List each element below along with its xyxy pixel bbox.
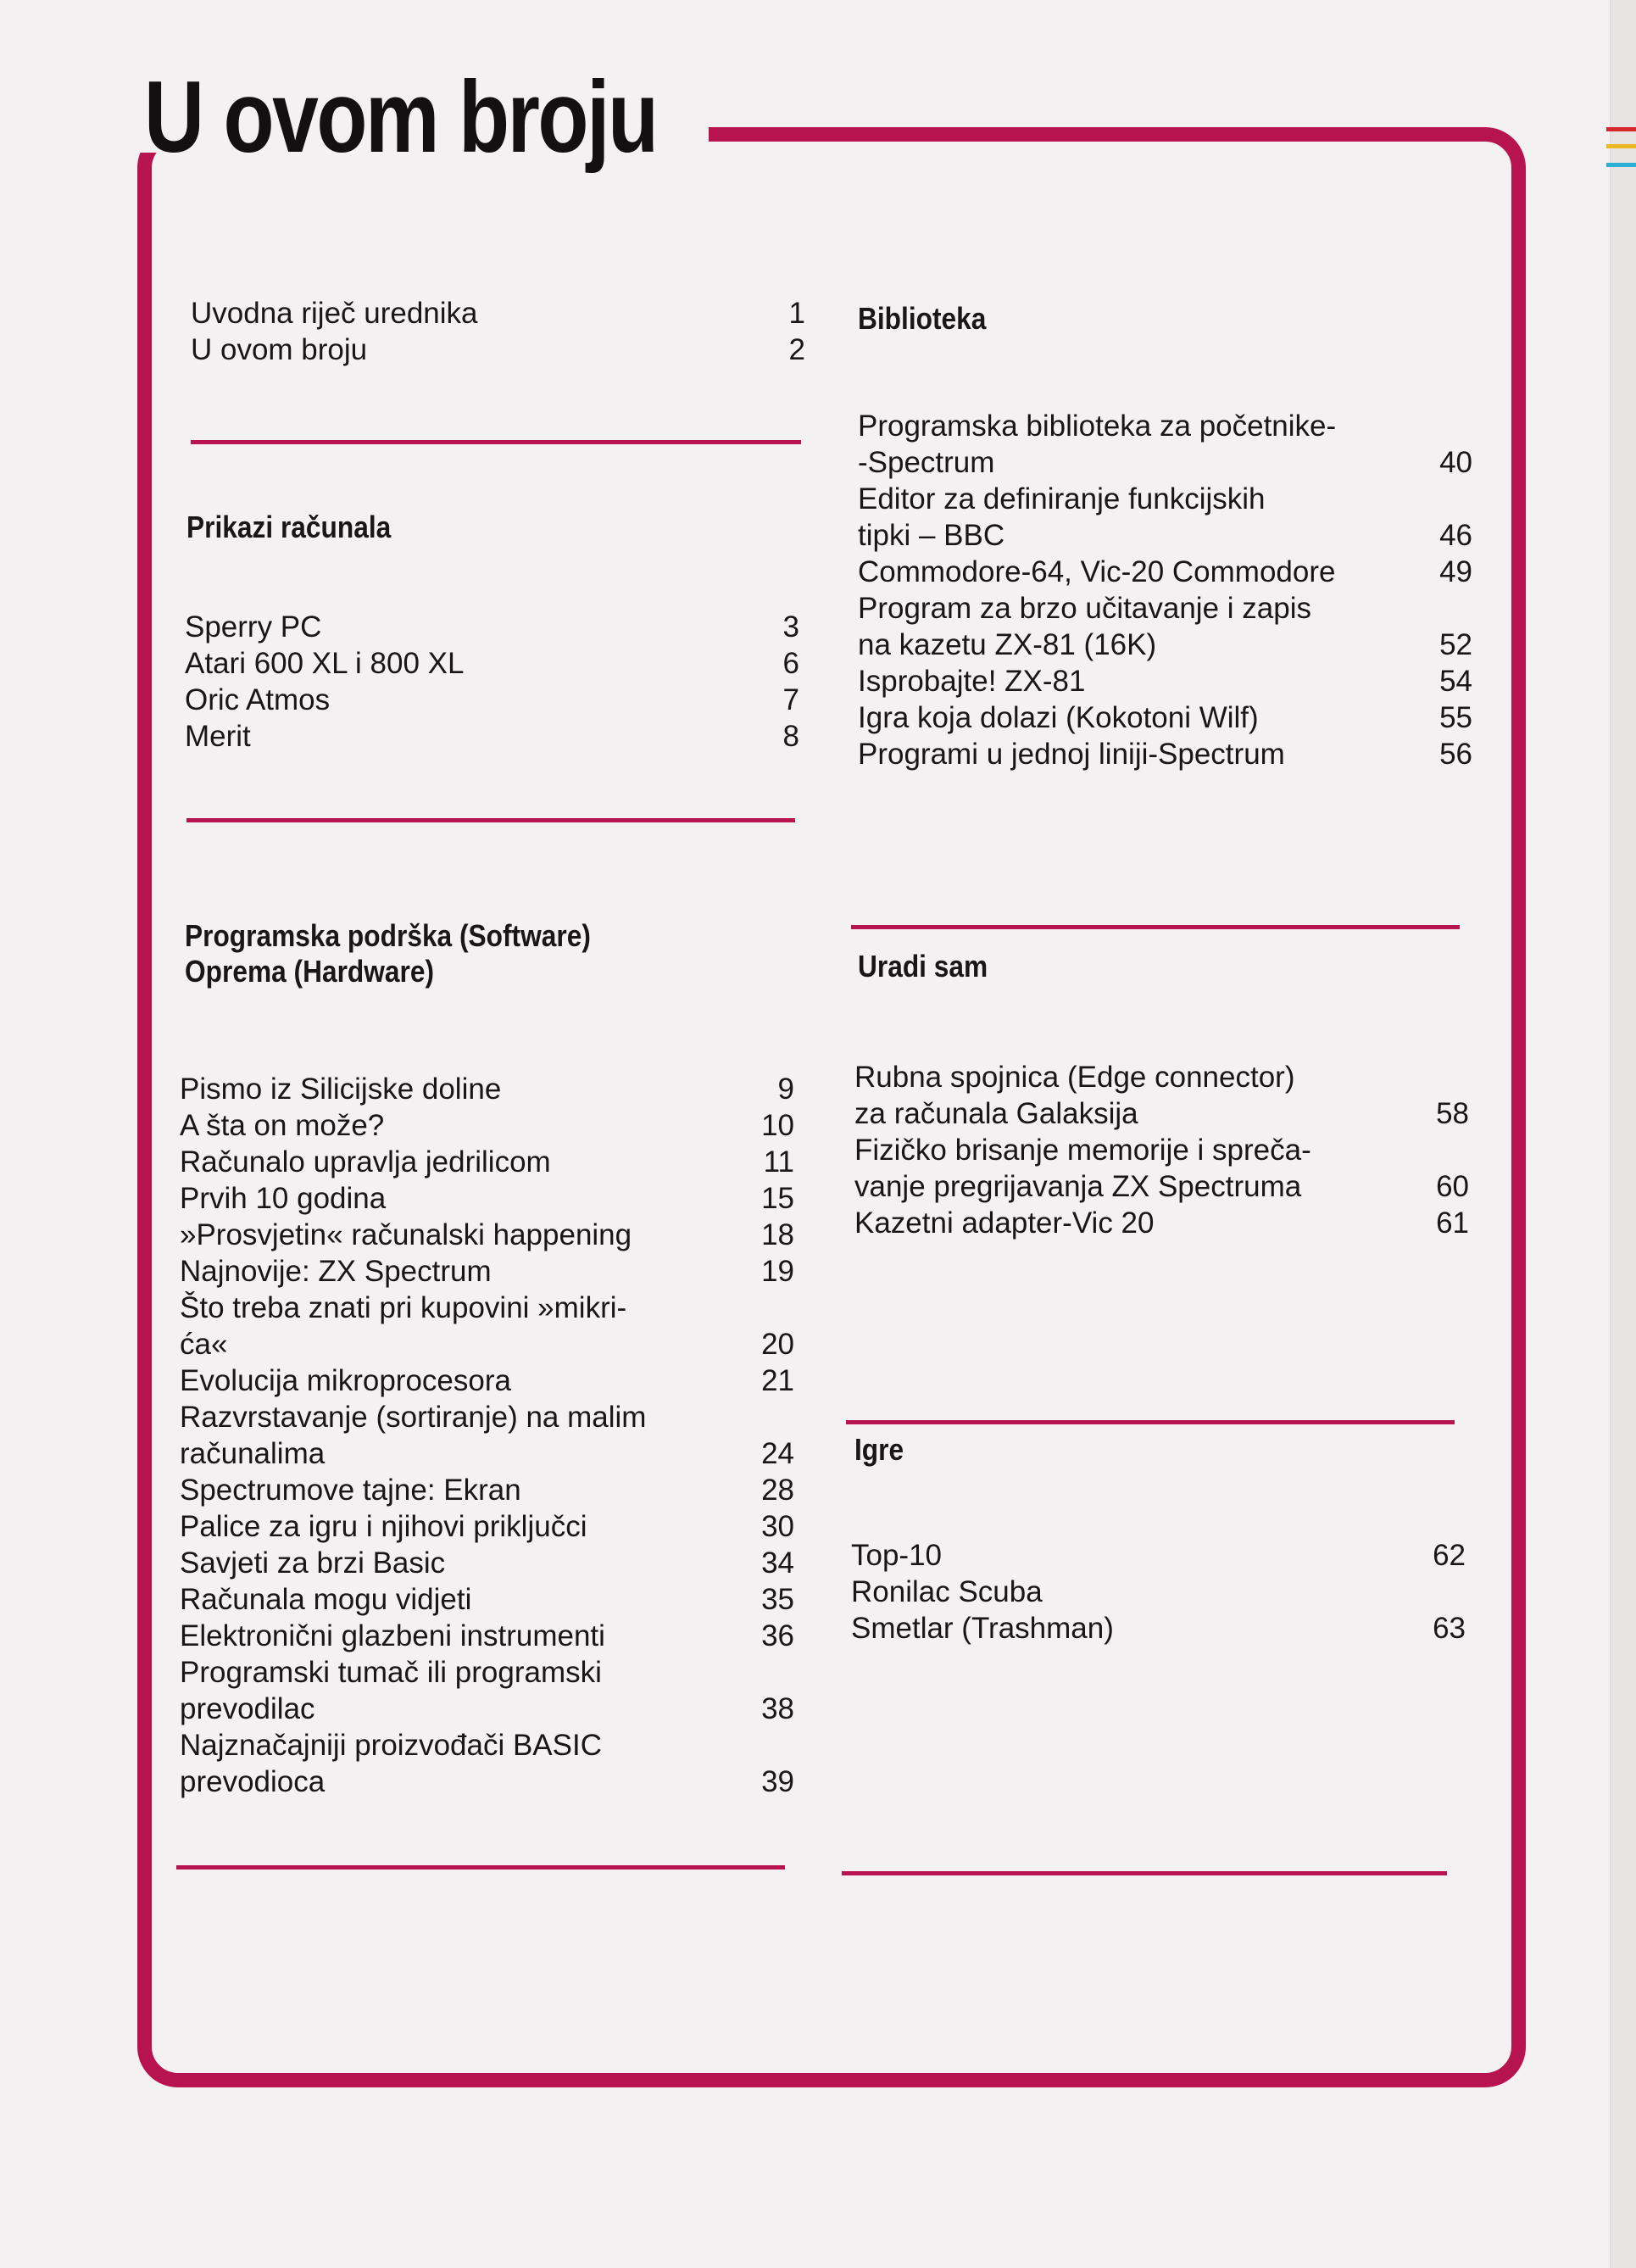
entry-title: na kazetu ZX-81 (16K) [858,628,1157,661]
entry-page: 34 [761,1546,794,1580]
entry-title: Programska biblioteka za početnike- [858,410,1337,443]
entry-title: A šta on može? [180,1109,385,1142]
entry-title: Rubna spojnica (Edge connector) [854,1061,1295,1094]
toc-entry [854,1132,1469,1168]
toc-entry [180,1545,794,1581]
entry-page: 60 [1436,1170,1469,1203]
entry-title: računalima [180,1437,326,1470]
toc-entry [858,699,1472,736]
entry-page: 20 [761,1328,794,1361]
toc-entry [854,1205,1469,1241]
entry-title: Što treba znati pri kupovini »mikri- [180,1291,627,1324]
entry-page: 8 [782,720,799,753]
entry-page: 11 [763,1145,794,1179]
entry-title: Kazetni adapter-Vic 20 [854,1206,1155,1240]
entry-title: Fizičko brisanje memorije i spreča- [854,1134,1311,1167]
entry-title: prevodioca [180,1765,326,1798]
toc-entry [180,1071,794,1107]
toc-entry [180,1654,794,1691]
entry-title: Isprobajte! ZX-81 [858,665,1086,698]
toc-entry [858,663,1472,699]
toc-entry [180,1362,794,1399]
section-divider [846,1420,1455,1424]
entry-title: Najnovije: ZX Spectrum [180,1255,492,1288]
toc-entry [858,590,1472,627]
section-divider [842,1871,1447,1875]
section-heading: Programska podrška (Software) [185,918,591,953]
toc-entry [858,627,1472,663]
entry-title: Program za brzo učitavanje i zapis [858,592,1311,625]
toc-entry [180,1435,794,1472]
entry-page: 24 [761,1437,794,1470]
entry-page: 55 [1439,701,1472,734]
toc-entry [180,1581,794,1618]
entry-page: 28 [761,1474,794,1507]
section-divider [851,925,1460,929]
entry-page: 19 [761,1255,794,1288]
toc-entry [851,1610,1466,1647]
section-heading: Prikazi računala [186,510,392,544]
entry-page: 18 [761,1218,794,1251]
section-heading: Biblioteka [858,301,987,336]
entry-title: -Spectrum [858,446,995,479]
entry-page: 40 [1439,446,1472,479]
entry-title: Palice za igru i njihovi priključci [180,1510,587,1543]
next-page-edge [1610,0,1636,2268]
entry-title: Uvodna riječ urednika [191,297,478,330]
entry-title: »Prosvjetin« računalski happening [180,1218,632,1251]
entry-title: tipki – BBC [858,519,1005,552]
entry-title: Commodore-64, Vic-20 Commodore [858,555,1336,588]
entry-page: 61 [1436,1206,1469,1240]
section-divider [191,440,801,444]
section-divider [176,1865,785,1870]
toc-entry [858,554,1472,590]
entry-title: prevodilac [180,1692,315,1725]
toc-entry [185,718,799,755]
toc-entry [858,408,1472,444]
entry-title: U ovom broju [191,333,368,366]
toc-entry [851,1574,1466,1610]
toc-entry [180,1727,794,1764]
entry-page: 52 [1439,628,1472,661]
stripe-yellow [1606,144,1636,148]
entry-title: Smetlar (Trashman) [851,1612,1114,1645]
toc-entry [854,1059,1469,1095]
entry-title: Programski tumač ili programski [180,1656,602,1689]
entry-title: vanje pregrijavanja ZX Spectruma [854,1170,1302,1203]
section-divider [186,818,795,822]
toc-entry [180,1217,794,1253]
page-title: U ovom broju [144,60,657,174]
entry-page: 10 [761,1109,794,1142]
entry-page: 3 [782,610,799,644]
toc-entry [180,1180,794,1217]
entry-page: 58 [1436,1097,1469,1130]
toc-entry [185,609,799,645]
toc-entry [858,481,1472,517]
entry-page: 49 [1439,555,1472,588]
entry-title: Razvrstavanje (sortiranje) na malim [180,1401,647,1434]
entry-page: 54 [1439,665,1472,698]
toc-entry [180,1508,794,1545]
entry-page: 9 [777,1073,794,1106]
entry-page: 35 [761,1583,794,1616]
entry-title: Programi u jednoj liniji-Spectrum [858,738,1285,771]
entry-title: Oric Atmos [185,683,331,716]
toc-entry [858,517,1472,554]
toc-entry [180,1764,794,1800]
toc-entry [854,1095,1469,1132]
toc-entry [858,736,1472,772]
toc-entry [180,1144,794,1180]
entry-title: Editor za definiranje funkcijskih [858,482,1266,515]
entry-title: Ronilac Scuba [851,1575,1043,1608]
toc-entry [180,1326,794,1362]
entry-title: za računala Galaksija [854,1097,1138,1130]
toc-entry [180,1290,794,1326]
entry-title: ća« [180,1328,228,1361]
entry-title: Pismo iz Silicijske doline [180,1073,502,1106]
entry-title: Savjeti za brzi Basic [180,1546,446,1580]
toc-entry [185,645,799,682]
entry-title: Top-10 [851,1539,943,1572]
entry-page: 15 [761,1182,794,1215]
toc-entry [191,295,805,332]
toc-entry [180,1253,794,1290]
toc-entry [180,1618,794,1654]
toc-entry [185,682,799,718]
toc-entry [180,1107,794,1144]
entry-title: Atari 600 XL i 800 XL [185,647,465,680]
toc-entry [854,1168,1469,1205]
entry-title: Prvih 10 godina [180,1182,387,1215]
toc-entry [851,1537,1466,1574]
section-heading: Igre [854,1432,904,1467]
section-heading: Uradi sam [858,949,988,984]
stripe-red [1606,127,1636,131]
toc-entry [180,1399,794,1435]
entry-page: 56 [1439,738,1472,771]
entry-page: 39 [761,1765,794,1798]
entry-page: 38 [761,1692,794,1725]
entry-page: 1 [788,297,805,330]
entry-page: 36 [761,1619,794,1652]
toc-entry [858,444,1472,481]
entry-title: Evolucija mikroprocesora [180,1364,511,1397]
entry-page: 7 [782,683,799,716]
entry-title: Računalo upravlja jedrilicom [180,1145,551,1179]
stripe-cyan [1606,163,1636,167]
entry-page: 63 [1433,1612,1466,1645]
toc-entry [180,1691,794,1727]
entry-page: 21 [761,1364,794,1397]
entry-page: 6 [782,647,799,680]
entry-title: Igra koja dolazi (Kokotoni Wilf) [858,701,1259,734]
entry-page: 30 [761,1510,794,1543]
entry-title: Sperry PC [185,610,322,644]
entry-page: 2 [788,333,805,366]
entry-title: Najznačajniji proizvođači BASIC [180,1729,602,1762]
toc-entry [191,332,805,368]
entry-title: Elektronični glazbeni instrumenti [180,1619,605,1652]
section-heading: Oprema (Hardware) [185,954,435,989]
entry-page: 62 [1433,1539,1466,1572]
entry-title: Računala mogu vidjeti [180,1583,472,1616]
entry-title: Merit [185,720,251,753]
toc-entry [180,1472,794,1508]
entry-page: 46 [1439,519,1472,552]
entry-title: Spectrumove tajne: Ekran [180,1474,521,1507]
